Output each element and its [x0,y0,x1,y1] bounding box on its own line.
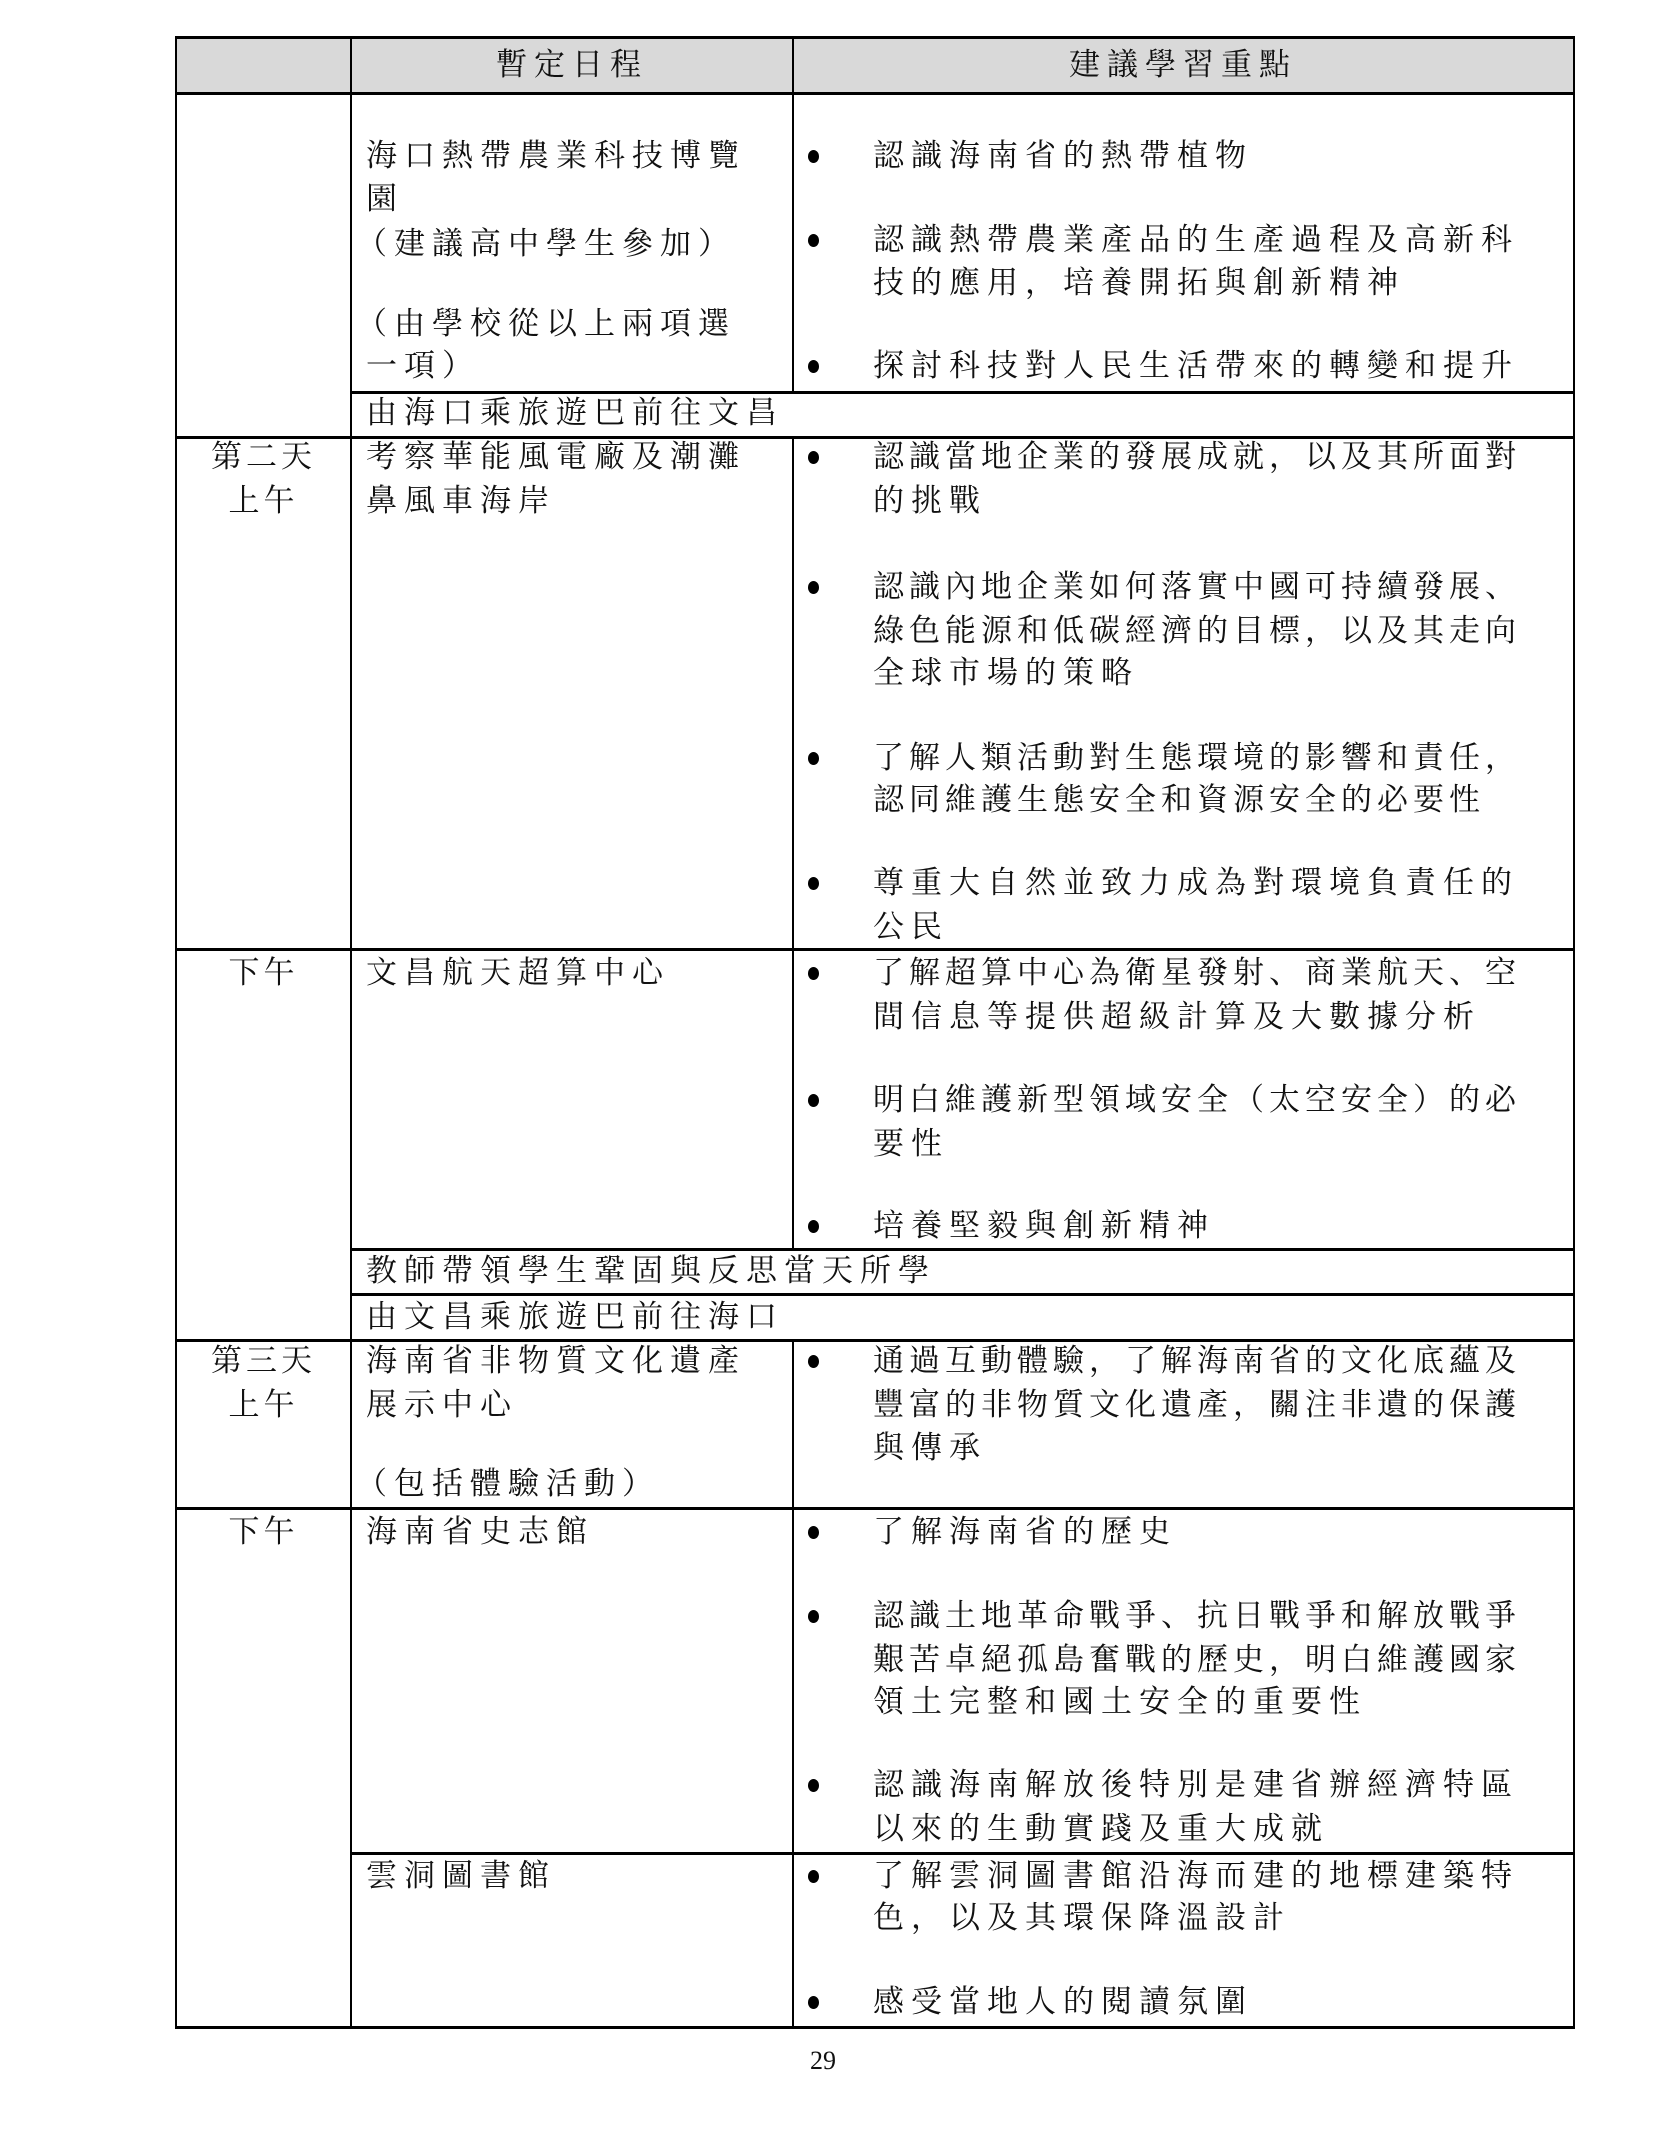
bullet-icon [808,451,819,464]
point-line: 以來的生動實踐及重大成就 [873,1811,1329,1847]
time-label: 下午 [228,955,299,991]
point-line: 豐富的非物質文化遺產，關注非遺的保護 [873,1387,1521,1423]
point-line: 的挑戰 [873,483,987,519]
header-schedule: 暫定日程 [496,47,648,83]
point-line: 了解雲洞圖書館沿海而建的地標建築特 [873,1858,1519,1894]
point-line: 了解超算中心為衛星發射、商業航天、空 [873,955,1521,991]
bullet-icon [808,967,819,980]
table-right-border [1573,36,1575,2029]
table-top-border [175,36,1575,39]
bullet-icon [808,877,819,890]
point-line: 全球市場的策略 [873,655,1139,691]
bullet-icon [808,581,819,594]
schedule-line: 園 [366,181,404,217]
point-line: 認識內地企業如何落實中國可持續發展、 [873,569,1521,605]
schedule-line: 一項） [366,348,480,384]
schedule-line: 海口熱帶農業科技博覽 [366,138,746,174]
day-label: 第三天 [211,1343,316,1379]
schedule-line: （由學校從以上兩項選 [356,306,736,342]
time-label: 下午 [228,1514,299,1550]
point-line: 通過互動體驗，了解海南省的文化底蘊及 [873,1343,1521,1379]
row-border [175,1507,1575,1510]
transit-text: 由海口乘旅遊巴前往文昌 [366,395,784,431]
page-number: 29 [810,2046,836,2075]
point-line: 色，以及其環保降溫設計 [873,1900,1291,1936]
bullet-icon [808,1870,819,1883]
bullet-icon [808,1526,819,1539]
time-label: 上午 [228,483,299,519]
reflection-text: 教師帶領學生鞏固與反思當天所學 [366,1253,936,1289]
point-line: 與傳承 [873,1430,987,1466]
bullet-icon [808,1779,819,1792]
bullet-icon [808,1610,819,1623]
point-line: 感受當地人的閱讀氛圍 [873,1984,1253,2020]
schedule-line: （建議高中學生參加） [356,226,736,262]
point-line: 綠色能源和低碳經濟的目標，以及其走向 [873,613,1521,649]
point-line: 間信息等提供超級計算及大數據分析 [873,999,1481,1035]
table-left-border [175,36,177,2029]
point-line: 認識海南解放後特別是建省辦經濟特區 [873,1767,1519,1803]
schedule-line: 展示中心 [366,1387,518,1423]
point-line: 探討科技對人民生活帶來的轉變和提升 [873,348,1519,384]
point-line: 認識熱帶農業產品的生產過程及高新科 [873,222,1519,258]
point-line: 認識海南省的熱帶植物 [873,138,1253,174]
schedule-line: （包括體驗活動） [356,1466,660,1502]
point-line: 認識土地革命戰爭、抗日戰爭和解放戰爭 [873,1598,1521,1634]
point-line: 領土完整和國土安全的重要性 [873,1684,1367,1720]
column-divider-2 [792,36,794,392]
point-line: 了解人類活動對生態環境的影響和責任， [873,740,1521,776]
bullet-icon [808,1220,819,1233]
bullet-icon [808,234,819,247]
column-divider-1 [350,36,352,2029]
point-line: 認同維護生態安全和資源安全的必要性 [873,782,1485,818]
point-line: 認識當地企業的發展成就，以及其所面對 [873,439,1521,475]
column-divider-2 [792,1339,794,2029]
bullet-icon [808,1355,819,1368]
schedule-line: 海南省非物質文化遺產 [366,1343,746,1379]
point-line: 培養堅毅與創新精神 [873,1208,1215,1244]
header-learning-focus: 建議學習重點 [1069,47,1297,83]
table-bottom-border [175,2026,1575,2029]
column-divider-2 [792,436,794,1250]
bullet-icon [808,150,819,163]
schedule-line: 海南省史志館 [366,1514,594,1550]
time-label: 上午 [228,1387,299,1423]
point-line: 技的應用，培養開拓與創新精神 [873,265,1405,301]
day-label: 第二天 [211,439,316,475]
schedule-line: 考察華能風電廠及潮灘 [366,439,746,475]
bullet-icon [808,1996,819,2009]
bullet-icon [808,1094,819,1107]
schedule-line: 文昌航天超算中心 [366,955,670,991]
point-line: 了解海南省的歷史 [873,1514,1177,1550]
header-bottom-border [175,92,1575,95]
point-line: 要性 [873,1126,949,1162]
bullet-icon [808,360,819,373]
point-line: 尊重大自然並致力成為對環境負責任的 [873,865,1519,901]
schedule-line: 鼻風車海岸 [366,483,556,519]
schedule-line: 雲洞圖書館 [366,1858,556,1894]
bullet-icon [808,752,819,765]
point-line: 公民 [873,909,949,945]
transit-text: 由文昌乘旅遊巴前往海口 [366,1299,784,1335]
point-line: 艱苦卓絕孤島奮戰的歷史，明白維護國家 [873,1642,1521,1678]
point-line: 明白維護新型領域安全（太空安全）的必 [873,1082,1521,1118]
